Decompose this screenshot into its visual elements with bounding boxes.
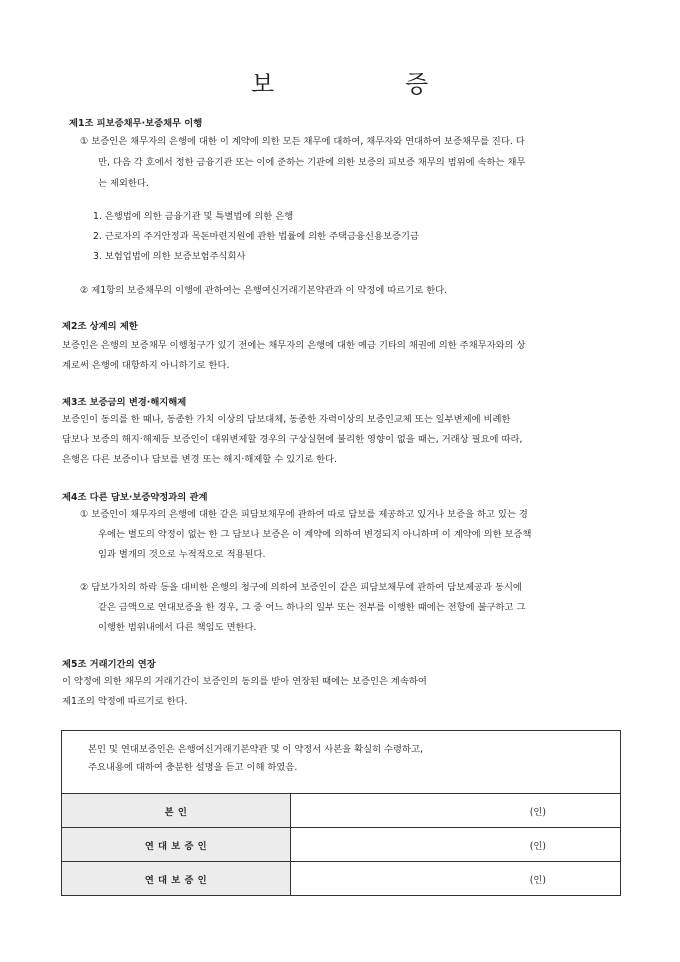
signature-table bbox=[61, 730, 621, 896]
article-1-para-1-line-3: 는 제외한다. bbox=[98, 178, 149, 189]
article-1-para-1-line-2: 만, 다음 각 호에서 정한 금융기관 또는 이에 준하는 기관에 의한 보증의 피보증 채무의 범위에 속하는 채무 bbox=[98, 157, 526, 168]
article-3-heading: 제3조 보증금의 변경·해지해제 bbox=[62, 397, 187, 408]
signature-row-guarantor-2 bbox=[62, 862, 621, 896]
article-2-line-2: 계로써 은행에 대항하지 아니하기로 한다. bbox=[62, 360, 230, 371]
article-1-item-1: 1. 은행법에 의한 금융기관 및 특별법에 의한 은행 bbox=[93, 211, 294, 222]
article-3-line-3: 은행은 다른 보증이나 담보를 변경 또는 해지·해제할 수 있기로 한다. bbox=[62, 454, 337, 465]
title-char-2: 증 bbox=[405, 70, 429, 98]
article-1-item-2: 2. 근로자의 주거안정과 목돈마련지원에 관한 법률에 의한 주택금융신용보증기금 bbox=[93, 231, 419, 242]
article-4-heading: 제4조 다른 담보·보증약정과의 관계 bbox=[62, 492, 208, 503]
article-1-item-3: 3. 보험업법에 의한 보증보험주식회사 bbox=[93, 251, 246, 262]
signature-label-guarantor-2: 연 대 보 증 인 bbox=[62, 862, 291, 896]
acknowledgement-line-1: 본인 및 연대보증인은 은행여신거래기본약관 및 이 약정서 사본을 확실히 수령하고, bbox=[88, 744, 423, 755]
signature-field-guarantor-2[interactable]: (인) bbox=[291, 862, 621, 896]
acknowledgement-line-2: 주요내용에 대하여 충분한 설명을 듣고 이해 하였음. bbox=[88, 762, 298, 773]
signature-row-guarantor-1 bbox=[62, 828, 621, 862]
signature-label-guarantor-1: 연 대 보 증 인 bbox=[62, 828, 291, 862]
article-1-para-1-line-1: ① 보증인은 채무자의 은행에 대한 이 계약에 의한 모든 채무에 대하여, 채무자와 연대하여 보증채무를 진다. 다 bbox=[80, 136, 525, 147]
article-4-para-2-line-2: 같은 금액으로 연대보증을 한 경우, 그 중 어느 하나의 일부 또는 전부를 이행한 때에는 전항에 불구하고 그 bbox=[98, 602, 526, 613]
article-1-heading: 제1조 피보증채무·보증채무 이행 bbox=[69, 118, 203, 129]
article-3-line-2: 담보나 보증의 해지·해제등 보증인이 대위변제할 경우의 구상실현에 불리한 영향이 없을 때는, 거래상 필요에 따라, bbox=[62, 434, 523, 445]
acknowledgement-box bbox=[62, 731, 621, 794]
signature-field-guarantor-1[interactable]: (인) bbox=[291, 828, 621, 862]
article-2-line-1: 보증인은 은행의 보증채무 이행청구가 있기 전에는 채무자의 은행에 대한 예금 기타의 채권에 의한 주채무자와의 상 bbox=[62, 340, 526, 351]
article-5-line-2: 제1조의 약정에 따르기로 한다. bbox=[62, 696, 188, 707]
article-1-para-2: ② 제1항의 보증채무의 이행에 관하여는 은행여신거래기본약관과 이 약정에 따르기로 한다. bbox=[80, 285, 448, 296]
signature-label-principal: 본 인 bbox=[62, 794, 291, 828]
article-2-heading: 제2조 상계의 제한 bbox=[62, 321, 138, 332]
article-4-para-2-line-1: ② 담보가치의 하락 등을 대비한 은행의 청구에 의하여 보증인이 같은 피담보채무에 관하여 담보제공과 동시에 bbox=[80, 582, 522, 593]
signature-field-principal[interactable]: (인) bbox=[291, 794, 621, 828]
article-3-line-1: 보증인이 동의를 한 때나, 동종한 가치 이상의 담보대체, 동종한 자력이상의 보증인교체 또는 일부변제에 비례한 bbox=[62, 414, 511, 425]
signature-row-principal bbox=[62, 794, 621, 828]
article-5-line-1: 이 약정에 의한 채무의 거래기간이 보증인의 동의를 받아 연장된 때에는 보증인은 계속하여 bbox=[62, 676, 427, 687]
article-4-para-1-line-2: 우에는 별도의 약정이 없는 한 그 담보나 보증은 이 계약에 의하여 변경되지 아니하며 이 계약에 의한 보증책 bbox=[98, 529, 532, 540]
article-5-heading: 제5조 거래기간의 연장 bbox=[62, 659, 156, 670]
article-4-para-1-line-1: ① 보증인이 채무자의 은행에 대한 같은 피담보채무에 관하여 따로 담보를 제공하고 있거나 보증을 하고 있는 경 bbox=[80, 509, 528, 520]
article-4-para-2-line-3: 이행한 범위내에서 다른 책임도 면한다. bbox=[98, 622, 257, 633]
article-4-para-1-line-3: 임과 별개의 것으로 누적적으로 적용된다. bbox=[98, 549, 266, 560]
title-char-1: 보 bbox=[251, 70, 275, 98]
